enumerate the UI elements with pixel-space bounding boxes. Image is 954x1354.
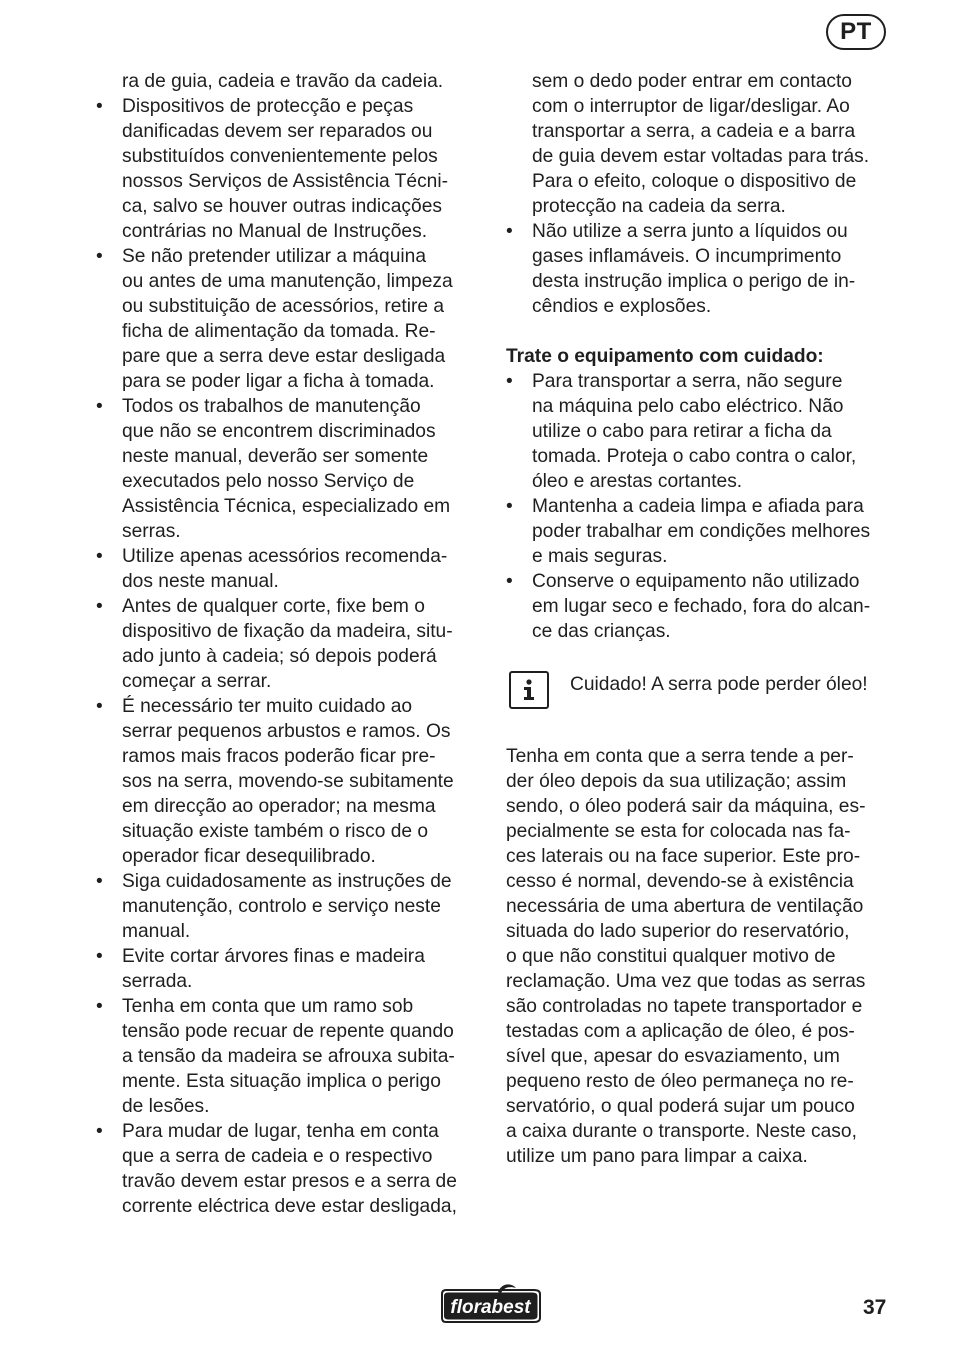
list-item — [96, 944, 482, 994]
text-line: Antes de qualquer corte, fixe bem o — [122, 596, 425, 617]
list-item — [506, 569, 896, 644]
text-line: Para transportar a serra, não segure — [532, 371, 843, 392]
text-line: executados pelo nosso Serviço de — [122, 471, 415, 492]
text-line: começar a serrar. — [122, 671, 272, 692]
bullet-marker: • — [96, 946, 103, 967]
bullet-marker: • — [96, 996, 103, 1017]
text-line: neste manual, deverão ser somente — [122, 446, 429, 467]
text-line: serras. — [122, 521, 181, 542]
list-item — [96, 94, 482, 244]
info-note-text: Cuidado! A serra pode perder óleo! — [570, 674, 868, 695]
left-column — [96, 69, 482, 1219]
text-line: necessária de uma abertura de ventilação — [506, 896, 864, 917]
language-badge: PT — [826, 14, 886, 50]
text-line: Dispositivos de protecção e peças — [122, 96, 414, 117]
text-line: em lugar seco e fechado, fora do alcan- — [532, 596, 871, 617]
section-heading: Trate o equipamento com cuidado: — [506, 346, 824, 367]
text-line: utilize um pano para limpar a caixa. — [506, 1146, 808, 1167]
text-line: travão devem estar presos e a serra de — [122, 1171, 457, 1192]
text-line: tensão pode recuar de repente quando — [122, 1021, 454, 1042]
text-line: na máquina pelo cabo eléctrico. Não — [532, 396, 844, 417]
text-line: ca, salvo se houver outras indicações — [122, 196, 442, 217]
text-line: cêndios e explosões. — [532, 296, 712, 317]
bullet-marker: • — [506, 496, 513, 517]
text-line: Assistência Técnica, especializado em — [122, 496, 451, 517]
bullet-marker: • — [96, 696, 103, 717]
text-line: corrente eléctrica deve estar desligada, — [122, 1196, 457, 1217]
text-line: o que não constitui qualquer motivo de — [506, 946, 836, 967]
text-line: ou antes de uma manutenção, limpeza — [122, 271, 453, 292]
text-line: Se não pretender utilizar a máquina — [122, 246, 426, 267]
text-line: der óleo depois da sua utilização; assim — [506, 771, 847, 792]
text-line: desta instrução implica o perigo de in- — [532, 271, 856, 292]
text-line: nossos Serviços de Assistência Técni- — [122, 171, 448, 192]
text-line: ces laterais ou na face superior. Este pro- — [506, 846, 861, 867]
text-line: de guia devem estar voltadas para trás. — [532, 146, 870, 167]
bullet-marker: • — [506, 571, 513, 592]
text-line: poder trabalhar em condições melhores — [532, 521, 871, 542]
list-item — [506, 369, 896, 494]
text-line: Evite cortar árvores finas e madeira — [122, 946, 425, 967]
list-item — [96, 594, 482, 694]
text-line: Conserve o equipamento não utilizado — [532, 571, 860, 592]
bullet-marker: • — [96, 546, 103, 567]
list-item — [96, 244, 482, 394]
text-line: sendo, o óleo poderá sair da máquina, es- — [506, 796, 866, 817]
text-line: situada do lado superior do reservatório, — [506, 921, 850, 942]
text-line: que não se encontrem discriminados — [122, 421, 436, 442]
bullet-marker: • — [96, 96, 103, 117]
text-line: serrar pequenos arbustos e ramos. Os — [122, 721, 451, 742]
continued-list-item — [96, 69, 482, 94]
text-line: pecialmente se esta for colocada nas fa- — [506, 821, 851, 842]
text-line: sos na serra, movendo-se subitamente — [122, 771, 454, 792]
text-line: que a serra de cadeia e o respectivo — [122, 1146, 433, 1167]
bullet-marker: • — [96, 396, 103, 417]
text-line: Todos os trabalhos de manutenção — [122, 396, 421, 417]
info-icon — [509, 671, 549, 709]
continued-list-item — [506, 69, 896, 219]
bullet-marker: • — [96, 1121, 103, 1142]
text-line: com o interruptor de ligar/desligar. Ao — [532, 96, 850, 117]
text-line: gases inflamáveis. O incumprimento — [532, 246, 842, 267]
list-item — [96, 394, 482, 544]
text-line: Tenha em conta que um ramo sob — [122, 996, 414, 1017]
text-line: operador ficar desequilibrado. — [122, 846, 376, 867]
text-line: Mantenha a cadeia limpa e afiada para — [532, 496, 864, 517]
text-line: de lesões. — [122, 1096, 210, 1117]
text-line: ce das crianças. — [532, 621, 671, 642]
text-line: protecção na cadeia da serra. — [532, 196, 786, 217]
list-item — [96, 1119, 482, 1219]
info-note — [506, 671, 896, 721]
text-line: transportar a serra, a cadeia e a barra — [532, 121, 856, 142]
text-line: são controladas no tapete transportador e — [506, 996, 863, 1017]
bullet-list — [506, 219, 896, 319]
text-line: serrada. — [122, 971, 193, 992]
text-line: testadas com a aplicação de óleo, é pos- — [506, 1021, 855, 1042]
text-line: Para o efeito, coloque o dispositivo de — [532, 171, 857, 192]
text-line: reclamação. Uma vez que todas as serras — [506, 971, 866, 992]
text-line: cesso é normal, devendo-se à existência — [506, 871, 854, 892]
text-line: substituídos convenientemente pelos — [122, 146, 438, 167]
text-line: É necessário ter muito cuidado ao — [122, 696, 413, 717]
oil-paragraph — [506, 744, 896, 1169]
text-line: para se poder ligar a ficha à tomada. — [122, 371, 435, 392]
text-line: sível que, apesar do esvaziamento, um — [506, 1046, 840, 1067]
bullet-marker: • — [96, 596, 103, 617]
text-line: mente. Esta situação implica o perigo — [122, 1071, 441, 1092]
bullet-marker: • — [506, 221, 513, 242]
text-line: Tenha em conta que a serra tende a per- — [506, 746, 854, 767]
page-number: 37 — [863, 1296, 887, 1319]
text-line: ficha de alimentação da tomada. Re- — [122, 321, 436, 342]
text-line: ramos mais fracos poderão ficar pre- — [122, 746, 436, 767]
text-line: Para mudar de lugar, tenha em conta — [122, 1121, 439, 1142]
text-line: ado junto à cadeia; só depois poderá — [122, 646, 437, 667]
list-item — [96, 869, 482, 944]
text-line: e mais seguras. — [532, 546, 668, 567]
text-line: manutenção, controlo e serviço neste — [122, 896, 441, 917]
text-line: Não utilize a serra junto a líquidos ou — [532, 221, 848, 242]
text-line: dispositivo de fixação da madeira, situ- — [122, 621, 453, 642]
text-line: ou substituição de acessórios, retire a — [122, 296, 445, 317]
bullet-list-care — [506, 369, 896, 644]
text-line: a caixa durante o transporte. Neste caso, — [506, 1121, 857, 1142]
text-line: tomada. Proteja o cabo contra o calor, — [532, 446, 857, 467]
text-line: a tensão da madeira se afrouxa subita- — [122, 1046, 455, 1067]
list-item — [96, 694, 482, 869]
text-line: óleo e arestas cortantes. — [532, 471, 743, 492]
bullet-marker: • — [96, 871, 103, 892]
text-line: pequeno resto de óleo permaneça no re- — [506, 1071, 854, 1092]
list-item — [506, 494, 896, 569]
text-line: utilize o cabo para retirar a ficha da — [532, 421, 832, 442]
list-item — [506, 219, 896, 319]
list-item — [96, 994, 482, 1119]
bullet-marker: • — [96, 246, 103, 267]
text-line: contrárias no Manual de Instruções. — [122, 221, 428, 242]
text-line: pare que a serra deve estar desligada — [122, 346, 446, 367]
text-line: em direcção ao operador; na mesma — [122, 796, 436, 817]
text-line: manual. — [122, 921, 191, 942]
text-line: Siga cuidadosamente as instruções de — [122, 871, 452, 892]
text-line: sem o dedo poder entrar em contacto — [532, 71, 852, 92]
text-line: servatório, o qual poderá sujar um pouco — [506, 1096, 855, 1117]
text-line: situação existe também o risco de o — [122, 821, 429, 842]
text-line: Utilize apenas acessórios recomenda- — [122, 546, 448, 567]
text-line: danificadas devem ser reparados ou — [122, 121, 433, 142]
logo-text: florabest — [450, 1297, 531, 1318]
florabest-logo — [438, 1284, 548, 1324]
list-item — [96, 544, 482, 594]
right-column — [506, 69, 896, 1169]
text-line: ra de guia, cadeia e travão da cadeia. — [122, 71, 444, 92]
text-line: dos neste manual. — [122, 571, 279, 592]
bullet-marker: • — [506, 371, 513, 392]
